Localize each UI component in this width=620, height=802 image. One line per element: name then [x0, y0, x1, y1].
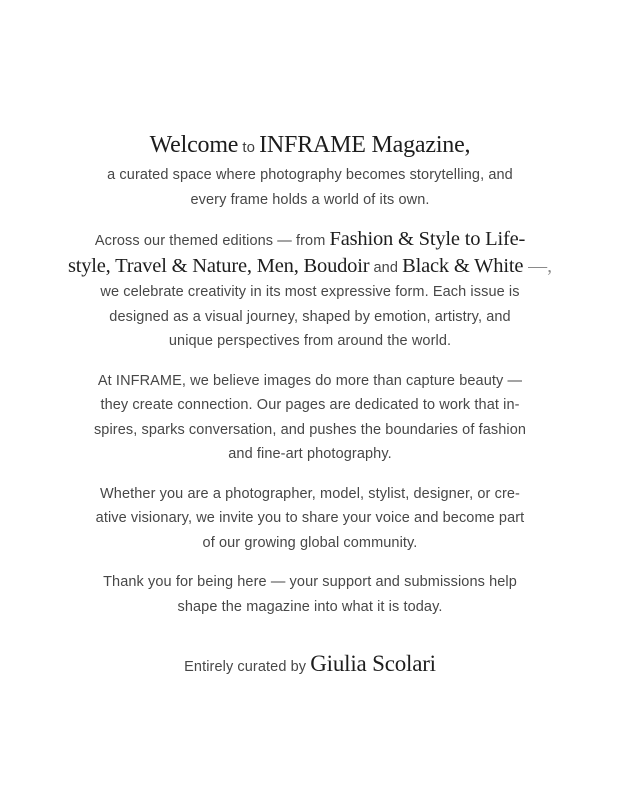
- curator-credit: [50, 647, 570, 684]
- subtitle-paragraph: [50, 163, 570, 212]
- editions-line-2-dash: —,: [523, 255, 553, 277]
- curator-name: Giulia Scolari: [310, 651, 436, 676]
- subtitle-line-2: every frame holds a world of its own.: [190, 191, 430, 208]
- title-welcome: Welcome: [149, 132, 239, 158]
- editions-line-1-serif: Fashion & Style to Life-: [329, 228, 526, 250]
- editions-line-2-serif-1: style, Travel & Nature, Men, Boudoir: [67, 254, 370, 277]
- belief-paragraph: [50, 369, 570, 467]
- subtitle-line-1: a curated space where photography becomes storytelling, and: [107, 167, 513, 183]
- belief-line-2: they create connection. Our pages are dedicated to work that in-: [100, 397, 520, 413]
- belief-line-4: and fine-art photography.: [228, 446, 392, 462]
- belief-line-1: At INFRAME, we believe images do more than capture beauty —: [97, 372, 523, 389]
- editions-line-3: we celebrate creativity in its most expressive form. Each issue is: [100, 284, 520, 300]
- editions-line-1-sans: Across our themed editions — from: [94, 233, 330, 249]
- thanks-line-1: Thank you for being here — your support and submissions help: [103, 574, 517, 590]
- invitation-line-1: Whether you are a photographer, model, stylist, designer, or cre-: [100, 485, 520, 502]
- editions-line-2: [50, 254, 570, 281]
- credit-prefix: Entirely curated by: [184, 659, 311, 675]
- thanks-paragraph: [50, 570, 570, 619]
- belief-line-3: spires, sparks conversation, and pushes the boundaries of fashion: [93, 421, 527, 438]
- title-magazine-name: INFRAME Magazine,: [259, 132, 471, 158]
- editions-paragraph: [50, 227, 570, 354]
- thanks-line-2: shape the magazine into what it is today.: [177, 598, 443, 615]
- title-to: to: [238, 139, 260, 156]
- invitation-line-2: ative visionary, we invite you to share your voice and become part: [95, 510, 525, 526]
- invitation-paragraph: [50, 482, 570, 556]
- editions-line-5: unique perspectives from around the world.: [168, 333, 452, 349]
- editions-line-2-sans: and: [369, 259, 403, 276]
- editions-line-4: designed as a visual journey, shaped by emotion, artistry, and: [109, 308, 511, 325]
- editions-line-1: [50, 227, 570, 254]
- invitation-line-3: of our growing global community.: [202, 534, 418, 551]
- about-content-column: [50, 0, 570, 684]
- page-title: [50, 126, 570, 163]
- editions-line-2-serif-2: Black & White: [402, 254, 524, 277]
